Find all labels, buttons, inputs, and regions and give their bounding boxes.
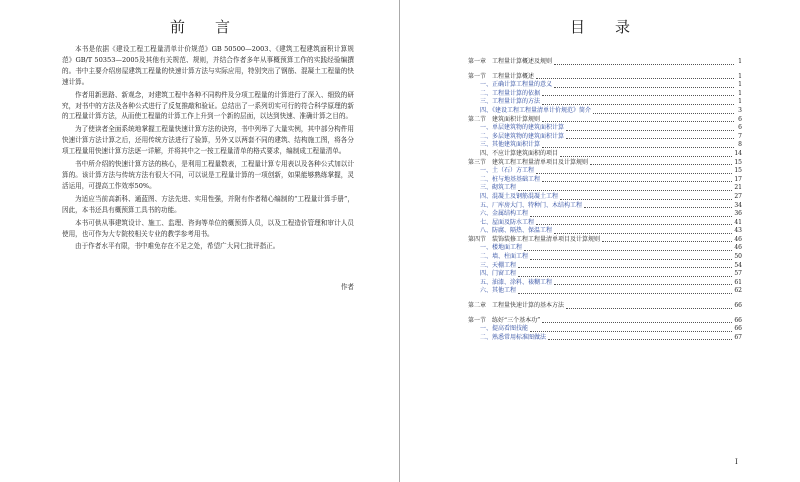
- toc-entry-page: 62: [734, 287, 742, 295]
- toc-item[interactable]: [468, 262, 742, 271]
- toc-entry-page: 17: [734, 175, 742, 183]
- toc-chapter: [468, 302, 742, 311]
- toc-entry-page: 66: [734, 316, 742, 324]
- toc-item[interactable]: [468, 124, 742, 133]
- toc-entry-page: 1: [738, 58, 742, 65]
- toc-dot-leader: [542, 322, 732, 323]
- toc-dot-leader: [554, 64, 734, 65]
- toc-dot-leader: [518, 267, 732, 268]
- toc-entry-title: 三、砌筑工程: [480, 184, 517, 192]
- toc-dot-leader: [566, 138, 734, 139]
- toc-entry-page: 1: [738, 72, 742, 80]
- toc-item[interactable]: [468, 167, 742, 176]
- toc-entry-title: 第一节 练好“三个基本功”: [468, 316, 541, 324]
- toc-entry-title: 第二节 建筑面积计算规则: [468, 115, 541, 123]
- toc-entry-page: 46: [734, 235, 742, 243]
- toc-item[interactable]: [468, 334, 742, 343]
- toc-entry-page: 27: [734, 192, 742, 200]
- toc-dot-leader: [542, 121, 734, 122]
- toc-entry-page: 66: [734, 325, 742, 333]
- preface-paragraph: 书中所介绍的快速计算方法的核心，是利用工程量数表，工程量计算专用表以及各种公式加以计算的。该计算方法与传统方法有很大不同，可以说是工程量计算的一项创新，如果能够熟练掌握，灵活运用，可提高工作效率50%。: [62, 160, 354, 190]
- toc-entry-title: 六、其他工程: [480, 287, 517, 295]
- toc-dot-leader: [530, 331, 732, 332]
- toc-item[interactable]: [468, 219, 742, 228]
- toc-entry-title: 七、屋面及防水工程: [480, 218, 535, 226]
- toc-item[interactable]: [468, 210, 742, 219]
- toc-dot-leader: [554, 87, 734, 88]
- toc-entry-title: 六、金属结构工程: [480, 210, 529, 218]
- toc-entry-title: 八、防腐、隔热、保温工程: [480, 227, 553, 235]
- toc-item[interactable]: [468, 325, 742, 334]
- toc-entry-title: 三、工程量计算的方法: [480, 98, 541, 106]
- toc-dot-leader: [518, 293, 732, 294]
- toc-entry-page: 1: [738, 81, 742, 89]
- toc-item[interactable]: [468, 141, 742, 150]
- toc-entry-page: 6: [738, 124, 742, 132]
- toc-entry-title: 二、工程量计算的依据: [480, 89, 541, 97]
- preface-author: 作者: [340, 283, 354, 291]
- toc-entry-page: 50: [734, 253, 742, 261]
- toc-dot-leader: [593, 113, 734, 114]
- preface-paragraph: 本书可供从事建筑设计、施工、监理、咨询等单位的概预算人员，以及工程造价管理和审计人员使用，也可作为大专院校相关专业的教学参考用书。: [62, 218, 354, 238]
- toc-entry-page: 41: [734, 218, 742, 226]
- toc-entry-page: 57: [734, 270, 742, 278]
- toc-dot-leader: [554, 233, 732, 234]
- toc-entry-page: 34: [734, 201, 742, 209]
- toc-entry-title: 二、桩与地基基础工程: [480, 175, 541, 183]
- toc-entry-title: 第一节 工程量计算概述: [468, 72, 535, 80]
- preface-paragraph: 由于作者水平有限，书中难免存在不足之处，希望广大同仁批评指正。: [75, 242, 280, 251]
- toc-entry-title: 五、油漆、涂料、裱糊工程: [480, 278, 553, 286]
- toc-entry-title: 三、天棚工程: [480, 261, 517, 269]
- toc-dot-leader: [536, 78, 734, 79]
- toc-chapter: [468, 58, 742, 67]
- toc-entry-title: 一、正确计算工程量的意义: [480, 81, 553, 89]
- toc-entry-title: 第一章 工程量计算概述及规则: [468, 58, 553, 65]
- toc-dot-leader: [542, 147, 734, 148]
- toc-entry-title: 第二章 工程量快速计算的基本方法: [468, 302, 565, 310]
- toc-dot-leader: [560, 199, 732, 200]
- toc-item[interactable]: [468, 184, 742, 193]
- toc-dot-leader: [518, 276, 732, 277]
- toc-entry-page: 1: [738, 89, 742, 97]
- toc-title: 目录: [569, 18, 660, 36]
- toc-entry-title: 一、单层建筑物的建筑面积计算: [480, 124, 565, 132]
- toc-entry-title: 一、提高看图技能: [480, 325, 529, 333]
- toc-entry-page: 36: [734, 210, 742, 218]
- toc-item[interactable]: [468, 253, 742, 262]
- toc-entry-page: 1: [738, 98, 742, 106]
- toc-entry-title: 第三节 建筑工程工程量清单项目及计算规则: [468, 158, 589, 166]
- toc-entry-title: 三、其他建筑面积计算: [480, 141, 541, 149]
- preface-title: 前言: [169, 18, 260, 36]
- toc-dot-leader: [542, 95, 734, 96]
- toc-dot-leader: [530, 259, 732, 260]
- toc-item[interactable]: [468, 287, 742, 296]
- toc-entry-page: 3: [738, 106, 742, 114]
- toc-entry-page: 14: [734, 149, 742, 157]
- toc-dot-leader: [542, 181, 732, 182]
- toc-dot-leader: [602, 241, 732, 242]
- toc-entry-page: 15: [734, 158, 742, 166]
- toc-entry-title: 二、多层建筑物的建筑面积计算: [480, 132, 565, 140]
- toc-dot-leader: [530, 216, 732, 217]
- toc-section: [468, 116, 742, 125]
- toc-dot-leader: [560, 156, 732, 157]
- toc-item[interactable]: [468, 107, 742, 116]
- toc-dot-leader: [536, 173, 732, 174]
- toc-item[interactable]: [468, 193, 742, 202]
- toc-entry-page: 8: [738, 141, 742, 149]
- toc-entry-page: 66: [734, 302, 742, 310]
- toc-section: [468, 73, 742, 82]
- toc-item[interactable]: [468, 244, 742, 253]
- toc-entry-page: 7: [738, 132, 742, 140]
- toc-dot-leader: [524, 250, 732, 251]
- preface-body: [62, 44, 354, 254]
- toc-entry-title: 二、熟悉常用标准图做法: [480, 333, 547, 341]
- toc-entry-page: 6: [738, 115, 742, 123]
- toc-entry-page: 54: [734, 261, 742, 269]
- toc-section: [468, 159, 742, 168]
- toc-item[interactable]: [468, 98, 742, 107]
- toc-entry-page: 43: [734, 227, 742, 235]
- toc-entry-title: 一、土（石）方工程: [480, 167, 535, 175]
- toc-entry-title: 一、楼地面工程: [480, 244, 523, 252]
- toc-entry-title: 第四节 装饰装修工程工程量清单项目及计算规则: [468, 235, 601, 243]
- toc-dot-leader: [584, 207, 732, 208]
- toc-entry-title: 四、混凝土及钢筋混凝土工程: [480, 192, 559, 200]
- toc-item[interactable]: [468, 81, 742, 90]
- toc-dot-leader: [542, 104, 734, 105]
- toc-list: [468, 58, 742, 342]
- toc-entry-page: 21: [734, 184, 742, 192]
- toc-entry-page: 61: [734, 278, 742, 286]
- toc-item[interactable]: [468, 202, 742, 211]
- toc-entry-title: 四、门窗工程: [480, 270, 517, 278]
- toc-item[interactable]: [468, 227, 742, 236]
- preface-paragraph: 为了使读者全面系统地掌握工程量快速计算方法的诀窍，书中列举了大量实例，其中部分构件用快速计算方法计算之后，还用传统方法进行了验算，另外又以两套不同的建筑、结构施工图，将各分项工程量用快速计算方法逐一详解，并将其中之一按工程量清单的格式要求，编制成工程量清单。: [62, 125, 354, 156]
- toc-dot-leader: [566, 308, 732, 309]
- toc-entry-title: 四、不应计算建筑面积的项目: [480, 149, 559, 157]
- toc-dot-leader: [518, 190, 732, 191]
- toc-dot-leader: [590, 164, 732, 165]
- toc-dot-leader: [536, 224, 732, 225]
- page-number: I: [735, 458, 738, 466]
- toc-item: [468, 150, 742, 159]
- toc-dot-leader: [554, 284, 732, 285]
- toc-section: [468, 317, 742, 326]
- toc-entry-page: 15: [734, 167, 742, 175]
- toc-dot-leader: [566, 130, 734, 131]
- preface-paragraph: 为适应当前高新科、通蓝图、方法先进、实用性强，并附有作者精心编制的“工程量计算手册”，因此，本书还具有概预算工具书的功能。: [62, 194, 354, 214]
- preface-paragraph: 本书是依据《建设工程工程量清单计价规范》GB 50500—2003、《建筑工程建筑面积计算规范》GB/T 50353—2005及其他有关规范、规则，并结合作者多年从事概预算工作的实践经验编撰的。书中主要介绍房屋建筑工程量的快速计算方法与实际应用，特别突出了钢筋、混凝土工程量的快速计算。: [62, 45, 354, 86]
- toc-entry-page: 67: [734, 333, 742, 341]
- toc-entry-title: 二、墙、柱面工程: [480, 253, 529, 261]
- preface-paragraph: 作者用新思路、新观念，对建筑工程中各种不同构件及分项工程量的计算进行了深入、细致的研究，对书中的方法及各种公式进行了反复推敲和验证。总结出了一系列切实可行的符合科学原理的新的工程量计算方法，从而使工程量的计算工作上升到一个新的层面，以达到快速、准确计算之目的。: [62, 90, 354, 121]
- toc-entry-page: 46: [734, 244, 742, 252]
- toc-item[interactable]: [468, 270, 742, 279]
- toc-entry-title: 四、《建设工程工程量清单计价规范》简介: [480, 106, 592, 114]
- toc-entry-title: 五、厂库房大门、特种门、木结构工程: [480, 201, 583, 209]
- toc-dot-leader: [548, 339, 732, 340]
